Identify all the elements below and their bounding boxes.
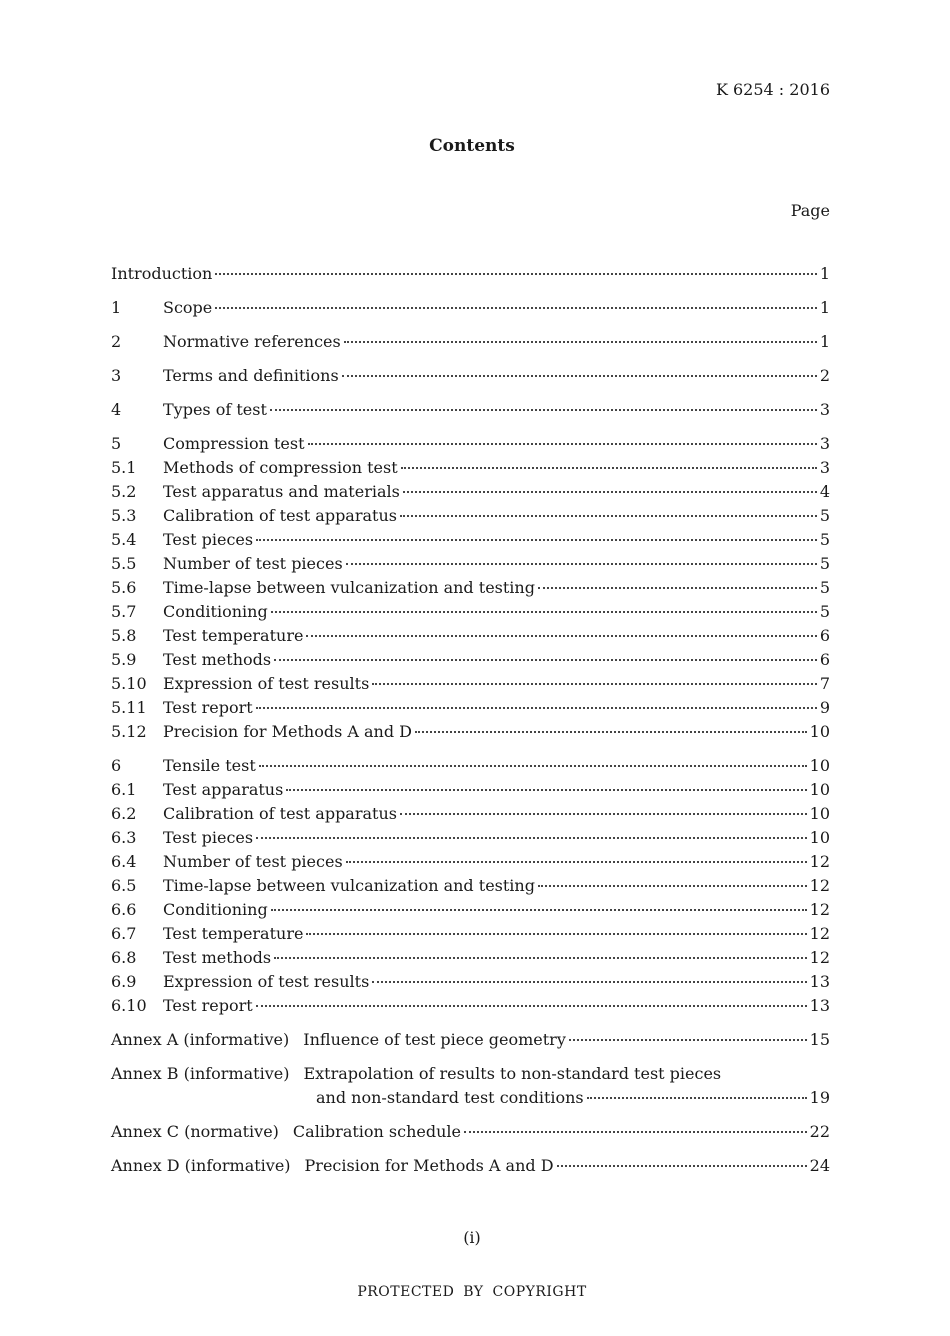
- toc-entry-page: 5: [819, 554, 830, 573]
- toc-entry-page: 10: [809, 828, 830, 847]
- toc-entry[interactable]: [111, 330, 830, 354]
- toc-entry-number: 6.1: [111, 780, 137, 799]
- toc-entry-page: 13: [809, 972, 830, 991]
- toc-entry-title: Expression of test results: [163, 674, 370, 693]
- toc-entry[interactable]: [111, 874, 830, 898]
- annex-title-continued: and non-standard test conditions: [316, 1088, 584, 1107]
- toc-entry-title: Expression of test results: [163, 972, 370, 991]
- toc-entry[interactable]: [111, 922, 830, 946]
- toc-entry-title: Scope: [163, 298, 213, 317]
- toc-entry[interactable]: [111, 528, 830, 552]
- toc-entry-number: 5.4: [111, 530, 137, 549]
- dot-leader: [342, 375, 817, 377]
- toc-entry-title: Terms and definitions: [163, 366, 339, 385]
- copyright-notice: PROTECTED BY COPYRIGHT: [357, 1284, 587, 1300]
- toc-entry[interactable]: [111, 778, 830, 802]
- toc-entry-number: 6.10: [111, 996, 147, 1015]
- toc-entry[interactable]: [111, 456, 830, 480]
- toc-entry[interactable]: [111, 576, 830, 600]
- toc-entry[interactable]: [111, 826, 830, 850]
- toc-entry-number: 1: [111, 298, 122, 317]
- toc-entry-title: Calibration of test apparatus: [163, 506, 397, 525]
- toc-entry-page: 12: [809, 924, 830, 943]
- toc-entry-title: Test temperature: [163, 924, 304, 943]
- toc-annex-b[interactable]: [111, 1062, 830, 1110]
- toc-entry-number: 6.3: [111, 828, 137, 847]
- toc-entry-page: 5: [819, 506, 830, 525]
- dot-leader: [270, 409, 817, 411]
- toc-entry-title: Tensile test: [163, 756, 256, 775]
- toc-entry-number: 5.10: [111, 674, 147, 693]
- annex-page: 15: [809, 1030, 830, 1049]
- toc-entry-number: 5.2: [111, 482, 137, 501]
- toc-entry-page: 1: [819, 264, 830, 283]
- toc-entry-page: 6: [819, 650, 830, 669]
- toc-entry-page: 12: [809, 852, 830, 871]
- toc-entry-page: 6: [819, 626, 830, 645]
- toc-entry-page: 3: [819, 400, 830, 419]
- toc-entry-title: Test report: [163, 698, 253, 717]
- toc-annex-d[interactable]: [111, 1154, 830, 1178]
- dot-leader: [538, 587, 817, 589]
- dot-leader: [400, 515, 817, 517]
- page-title: Contents: [429, 136, 515, 156]
- dot-leader: [215, 307, 817, 309]
- annex-page: 22: [809, 1122, 830, 1141]
- toc-entry-number: 5.1: [111, 458, 137, 477]
- toc-entry-page: 5: [819, 530, 830, 549]
- toc-entry-number: 6.9: [111, 972, 137, 991]
- dot-leader: [538, 885, 807, 887]
- dot-leader: [308, 443, 817, 445]
- dot-leader: [464, 1131, 807, 1133]
- toc-entry-number: 5.6: [111, 578, 137, 597]
- toc-entry-number: 5: [111, 434, 122, 453]
- toc-entry-page: 1: [819, 332, 830, 351]
- toc-entry-page: 7: [819, 674, 830, 693]
- toc-entry-page: 10: [809, 756, 830, 775]
- dot-leader: [256, 707, 817, 709]
- annex-label: Annex B (informative): [111, 1064, 290, 1083]
- toc-entry-title: Test pieces: [163, 828, 254, 847]
- toc-entry[interactable]: [111, 946, 830, 970]
- dot-leader: [306, 635, 816, 637]
- annex-title: Calibration schedule: [292, 1122, 461, 1141]
- toc-entry-number: 5.12: [111, 722, 147, 741]
- toc-entry-title: Test apparatus and materials: [163, 482, 400, 501]
- toc-annex-a[interactable]: [111, 1028, 830, 1052]
- toc-entry-number: 5.9: [111, 650, 137, 669]
- toc-entry-title: Test apparatus: [163, 780, 284, 799]
- toc-entry[interactable]: [111, 600, 830, 624]
- dot-leader: [415, 731, 807, 733]
- toc-entry[interactable]: [111, 672, 830, 696]
- dot-leader: [256, 837, 807, 839]
- toc-entry[interactable]: [111, 850, 830, 874]
- toc-entry-page: 10: [809, 722, 830, 741]
- table-of-contents: [111, 262, 830, 1178]
- toc-entry[interactable]: [111, 624, 830, 648]
- annex-title: Influence of test piece geometry: [303, 1030, 566, 1049]
- toc-entry-number: 4: [111, 400, 122, 419]
- toc-entry-introduction[interactable]: [111, 262, 830, 286]
- toc-entry-number: 3: [111, 366, 122, 385]
- toc-entry-page: 2: [819, 366, 830, 385]
- toc-entry[interactable]: [111, 432, 830, 456]
- toc-entry-title: Time-lapse between vulcanization and testing: [163, 876, 535, 895]
- toc-entry-title: Test report: [163, 996, 253, 1015]
- annex-page: 19: [809, 1088, 830, 1107]
- dot-leader: [346, 861, 807, 863]
- dot-leader: [271, 611, 817, 613]
- toc-entry-title: Number of test pieces: [163, 554, 343, 573]
- toc-entry[interactable]: [111, 696, 830, 720]
- toc-entry[interactable]: [111, 480, 830, 504]
- dot-leader: [259, 765, 807, 767]
- dot-leader: [557, 1165, 807, 1167]
- dot-leader: [286, 789, 806, 791]
- toc-entry-number: 5.11: [111, 698, 147, 717]
- toc-entry[interactable]: [111, 552, 830, 576]
- toc-entry-number: 5.7: [111, 602, 137, 621]
- document-id: K 6254 : 2016: [715, 80, 830, 99]
- dot-leader: [256, 1005, 807, 1007]
- dot-leader: [271, 909, 807, 911]
- toc-entry[interactable]: [111, 754, 830, 778]
- toc-entry[interactable]: [111, 504, 830, 528]
- toc-entry-page: 10: [809, 804, 830, 823]
- annex-title: Precision for Methods A and D: [304, 1156, 554, 1175]
- toc-entry-title: Normative references: [163, 332, 341, 351]
- toc-entry-page: 4: [819, 482, 830, 501]
- toc-entry[interactable]: [111, 398, 830, 422]
- toc-entry-title: Calibration of test apparatus: [163, 804, 397, 823]
- dot-leader: [372, 981, 806, 983]
- toc-entry[interactable]: [111, 994, 830, 1018]
- annex-label: Annex D (informative): [111, 1156, 291, 1175]
- toc-entry[interactable]: [111, 898, 830, 922]
- toc-entry-title: Test methods: [163, 948, 272, 967]
- toc-entry-page: 3: [819, 458, 830, 477]
- toc-entry-number: 6.4: [111, 852, 137, 871]
- toc-entry-title: Test temperature: [163, 626, 304, 645]
- toc-entry-number: 5.5: [111, 554, 137, 573]
- dot-leader: [274, 957, 807, 959]
- toc-entry-title: Types of test: [163, 400, 267, 419]
- toc-entry-title: Methods of compression test: [163, 458, 398, 477]
- dot-leader: [587, 1097, 807, 1099]
- annex-title: Extrapolation of results to non-standard test pieces: [303, 1064, 722, 1083]
- page-number: (i): [463, 1228, 481, 1247]
- annex-page: 24: [809, 1156, 830, 1175]
- toc-entry-page: 10: [809, 780, 830, 799]
- annex-label: Annex A (informative): [111, 1030, 290, 1049]
- toc-annex-c[interactable]: [111, 1120, 830, 1144]
- toc-entry-number: 5.3: [111, 506, 137, 525]
- toc-entry-page: 5: [819, 602, 830, 621]
- annex-label: Annex C (normative): [111, 1122, 279, 1141]
- toc-entry-title: Test pieces: [163, 530, 254, 549]
- toc-entry[interactable]: [111, 364, 830, 388]
- toc-entry-page: 9: [819, 698, 830, 717]
- toc-entry-title: Conditioning: [163, 900, 268, 919]
- toc-entry-number: 2: [111, 332, 122, 351]
- toc-entry-title: Number of test pieces: [163, 852, 343, 871]
- toc-entry-title: Precision for Methods A and D: [163, 722, 412, 741]
- toc-entry-title: Introduction: [111, 264, 213, 283]
- toc-entry-page: 1: [819, 298, 830, 317]
- toc-entry[interactable]: [111, 296, 830, 320]
- dot-leader: [346, 563, 817, 565]
- toc-entry-title: Compression test: [163, 434, 305, 453]
- toc-entry-number: 6.8: [111, 948, 137, 967]
- dot-leader: [274, 659, 817, 661]
- toc-entry[interactable]: [111, 970, 830, 994]
- toc-entry-page: 12: [809, 948, 830, 967]
- toc-entry[interactable]: [111, 720, 830, 744]
- toc-entry[interactable]: [111, 648, 830, 672]
- toc-entry-number: 6.6: [111, 900, 137, 919]
- dot-leader: [215, 273, 816, 275]
- toc-entry-title: Conditioning: [163, 602, 268, 621]
- dot-leader: [344, 341, 817, 343]
- dot-leader: [306, 933, 806, 935]
- toc-entry[interactable]: [111, 802, 830, 826]
- toc-entry-title: Test methods: [163, 650, 272, 669]
- toc-entry-number: 6.2: [111, 804, 137, 823]
- toc-entry-number: 6.5: [111, 876, 137, 895]
- toc-entry-page: 12: [809, 876, 830, 895]
- dot-leader: [401, 467, 817, 469]
- dot-leader: [372, 683, 817, 685]
- toc-entry-number: 6: [111, 756, 122, 775]
- toc-entry-page: 3: [819, 434, 830, 453]
- toc-entry-number: 6.7: [111, 924, 137, 943]
- page-column-label: Page: [790, 201, 830, 220]
- toc-entry-page: 5: [819, 578, 830, 597]
- toc-entry-title: Time-lapse between vulcanization and testing: [163, 578, 535, 597]
- dot-leader: [403, 491, 817, 493]
- dot-leader: [569, 1039, 807, 1041]
- toc-entry-number: 5.8: [111, 626, 137, 645]
- toc-entry-page: 13: [809, 996, 830, 1015]
- toc-entry-page: 12: [809, 900, 830, 919]
- dot-leader: [400, 813, 807, 815]
- dot-leader: [256, 539, 817, 541]
